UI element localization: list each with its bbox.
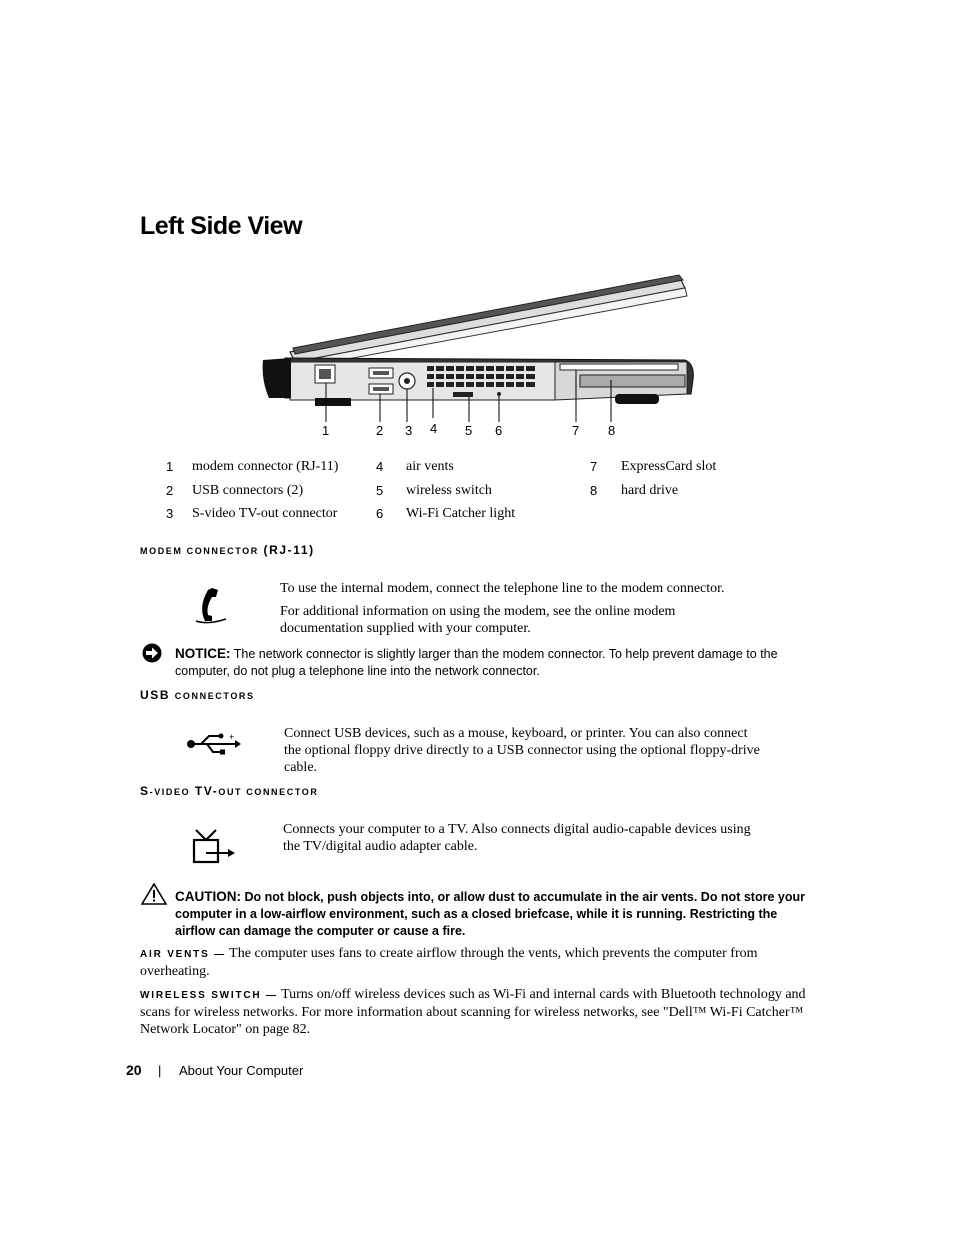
caution-label: CAUTION: [175,889,241,904]
callout-7: 7 [572,423,580,438]
wireless-switch-label: WIRELESS SWITCH — [140,990,278,1001]
usb-heading-small: CONNECTORS [174,691,255,701]
callout-6: 6 [495,423,503,438]
air-vents-label: AIR VENTS — [140,949,226,960]
laptop-left-side-illustration [255,270,705,445]
svg-text:+: + [229,732,235,742]
usb-icon [185,732,243,756]
legend-label: S-video TV-out connector [192,506,338,521]
svideo-heading-s: S [140,784,150,798]
usb-heading [140,688,255,702]
svideo-heading-video: -VIDEO [149,787,191,797]
telephone-icon [192,585,228,625]
callout-5: 5 [465,423,473,438]
legend-num: 6 [376,506,384,521]
legend-label: USB connectors (2) [192,483,304,498]
usb-paragraph: Connect USB devices, such as a mouse, keyboard, or printer. You can also connect the optional floppy drive directly to a USB connector using the optional floppy-drive cable. [284,726,760,775]
legend-label: Wi-Fi Catcher light [406,506,516,521]
air-vents-text: The computer uses fans to create airflow through the vents, which prevents the computer from overheating. [140,946,758,979]
usb-heading-big: USB [140,688,171,702]
svideo-paragraph: Connects your computer to a TV. Also connects digital audio-capable devices using the TV/digital audio adapter cable. [283,822,751,854]
legend-num: 5 [376,483,384,498]
notice-arrow-icon [142,643,164,663]
legend-label: ExpressCard slot [621,459,717,474]
legend-label: wireless switch [406,483,492,498]
callout-1: 1 [322,423,330,438]
svideo-heading-rest: OUT CONNECTOR [218,787,319,797]
notice-block [175,645,795,680]
legend-num: 8 [590,483,598,498]
footer-section-title: About Your Computer [179,1063,304,1078]
caution-text: Do not block, push objects into, or allow dust to accumulate in the air vents. Do not store your computer in a low-airflow environment, such as a closed briefcase, while it is running. Restricting the airflow can damage the computer or cause a fire. [175,890,805,938]
legend-label: air vents [406,459,454,474]
notice-label: NOTICE: [175,646,231,661]
callout-8: 8 [608,423,616,438]
legend-label: hard drive [621,483,679,498]
legend-num: 3 [166,506,174,521]
modem-paragraph-2: For additional information on using the modem, see the online modem documentation supplied with your computer. [280,604,676,636]
caution-triangle-icon [141,883,167,905]
wireless-switch-paragraph [140,986,815,1038]
legend-num: 4 [376,459,384,474]
notice-text: The network connector is slightly larger than the modem connector. To help prevent damage to the computer, do not plug a telephone line into the network connector. [175,647,778,678]
tv-out-icon [190,828,238,866]
caution-block [175,888,805,940]
modem-paragraph-1: To use the internal modem, connect the telephone line to the modem connector. [280,581,725,596]
legend-num: 7 [590,459,598,474]
page-number: 20 [126,1062,142,1078]
callout-4: 4 [430,421,438,436]
modem-heading-small: MODEM CONNECTOR [140,546,259,556]
svideo-heading [140,784,318,798]
svideo-heading-tv: TV- [194,784,219,798]
page-title: Left Side View [140,212,303,240]
wireless-switch-text: Turns on/off wireless devices such as Wi-Fi and internal cards with Bluetooth technology and scans for wireless networks. For more information about scanning for wireless networks, see "Dell™ Wi-Fi Catcher™ Network Locator" on page 82. [140,987,806,1037]
air-vents-paragraph [140,945,790,980]
legend-num: 2 [166,483,174,498]
callout-3: 3 [405,423,413,438]
modem-heading-big: (RJ-11) [263,543,315,557]
modem-heading [140,543,315,557]
legend-label: modem connector (RJ-11) [192,459,339,474]
legend-num: 1 [166,459,174,474]
footer-separator: | [158,1063,162,1078]
callout-2: 2 [376,423,384,438]
